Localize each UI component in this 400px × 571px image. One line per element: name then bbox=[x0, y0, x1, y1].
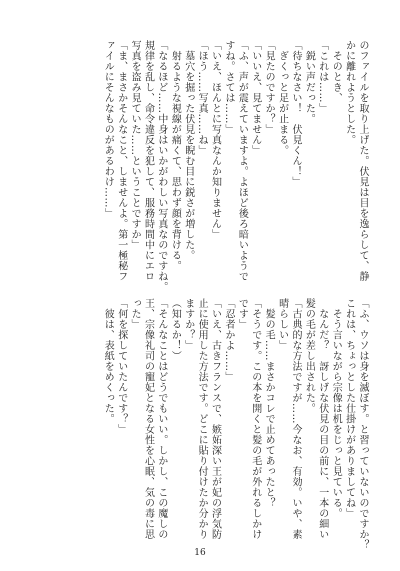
text-line: 墓穴を掘った伏見を睨む目に鋭さが増した。 bbox=[182, 40, 194, 261]
text-line: 「ふ、ウソは身を滅ぼす。と習っていないのですか？ bbox=[357, 298, 368, 550]
text-line: そう言いながら宗像は机をじっと見ている。 bbox=[330, 298, 342, 519]
text-line: ァイルにそんなものがあるわけ……」 bbox=[102, 40, 114, 219]
text-line: のファイルを取り上げた。伏見は目を逸らして、静 bbox=[357, 40, 368, 282]
text-line: 「そんなことはどうでもいい。しかし、この魔しの bbox=[155, 298, 167, 540]
text-line: 「何を探していたんです？」 bbox=[115, 298, 127, 435]
text-line: 「ま、まさかそんなこと、しませんよ。第一極秘フ bbox=[115, 40, 127, 282]
text-line: 「古典的な方法ですが……今なお、有効。いや、素 bbox=[289, 298, 301, 540]
text-line: 「忍者かよ……」 bbox=[222, 298, 234, 382]
text-line: 晴らしい」 bbox=[276, 298, 288, 351]
text-line: 「見たのですか？」 bbox=[263, 40, 275, 135]
text-line: 「いえ、ほんとに写真なんか知りません」 bbox=[209, 40, 221, 240]
text-line: 「ほう……写真……ね」 bbox=[196, 40, 208, 156]
text-line: すね。さては……」 bbox=[222, 40, 234, 135]
text-line: 規律を乱し、命令違反を犯して、服務時間中にエロ bbox=[142, 40, 154, 282]
text-line: 「なるほど……中身はいかがわしい写真なのですね。 bbox=[155, 40, 167, 292]
text-line: 「いえ、古きフランスで、嫉妬深い王が妃の浮気防 bbox=[209, 298, 221, 540]
page-number: 16 bbox=[194, 548, 206, 558]
text-block-bottom bbox=[101, 298, 369, 550]
text-line: 髪の毛……まさかコレで止めてあったと？ bbox=[263, 298, 275, 508]
text-line: 彼は、表紙をめくった。 bbox=[102, 298, 114, 424]
text-line: った」 bbox=[129, 298, 141, 330]
text-line: 「これは……」 bbox=[316, 40, 328, 114]
text-line: 鋭い声だった。 bbox=[303, 40, 315, 124]
text-line: 王、宗像礼司の寵妃となる女性を心眠、気の毒に思 bbox=[142, 298, 154, 540]
text-line: ますか？」 bbox=[182, 298, 194, 351]
text-line: 髪の毛が差し出された。 bbox=[303, 298, 315, 414]
text-line: 「そうです。この本を開くと髪の毛が外れるしかけ bbox=[249, 298, 261, 540]
text-line: これは、ちょっとした仕掛けがありましてね」 bbox=[343, 298, 355, 519]
text-line: 「待ちなさい！ 伏見くん！」 bbox=[289, 40, 301, 187]
text-block-top bbox=[101, 40, 369, 292]
text-line: かに離れようとした。 bbox=[343, 40, 355, 145]
text-line: 射るような視線が痛くて、思わず顔を背ける。 bbox=[169, 40, 181, 271]
text-line: です」 bbox=[236, 298, 248, 330]
text-line: （知るか！） bbox=[169, 298, 181, 361]
text-line: ぎくっと足が止まる。 bbox=[276, 40, 288, 156]
text-line: 「ふ、声が震えていますよ。よほど後ろ暗いようで bbox=[236, 40, 248, 282]
text-line: 止に使用した方法です。どこに貼り付けたか分かり bbox=[196, 298, 208, 540]
text-line: 「いいえ、見てません」 bbox=[249, 40, 261, 156]
text-line: そのとき、 bbox=[330, 40, 342, 103]
text-line: なんだ？ 訝しげな伏見の目の前に、一本の細い bbox=[316, 298, 328, 540]
text-line: 写真を盗み見ていた……ということですか」 bbox=[129, 40, 141, 250]
